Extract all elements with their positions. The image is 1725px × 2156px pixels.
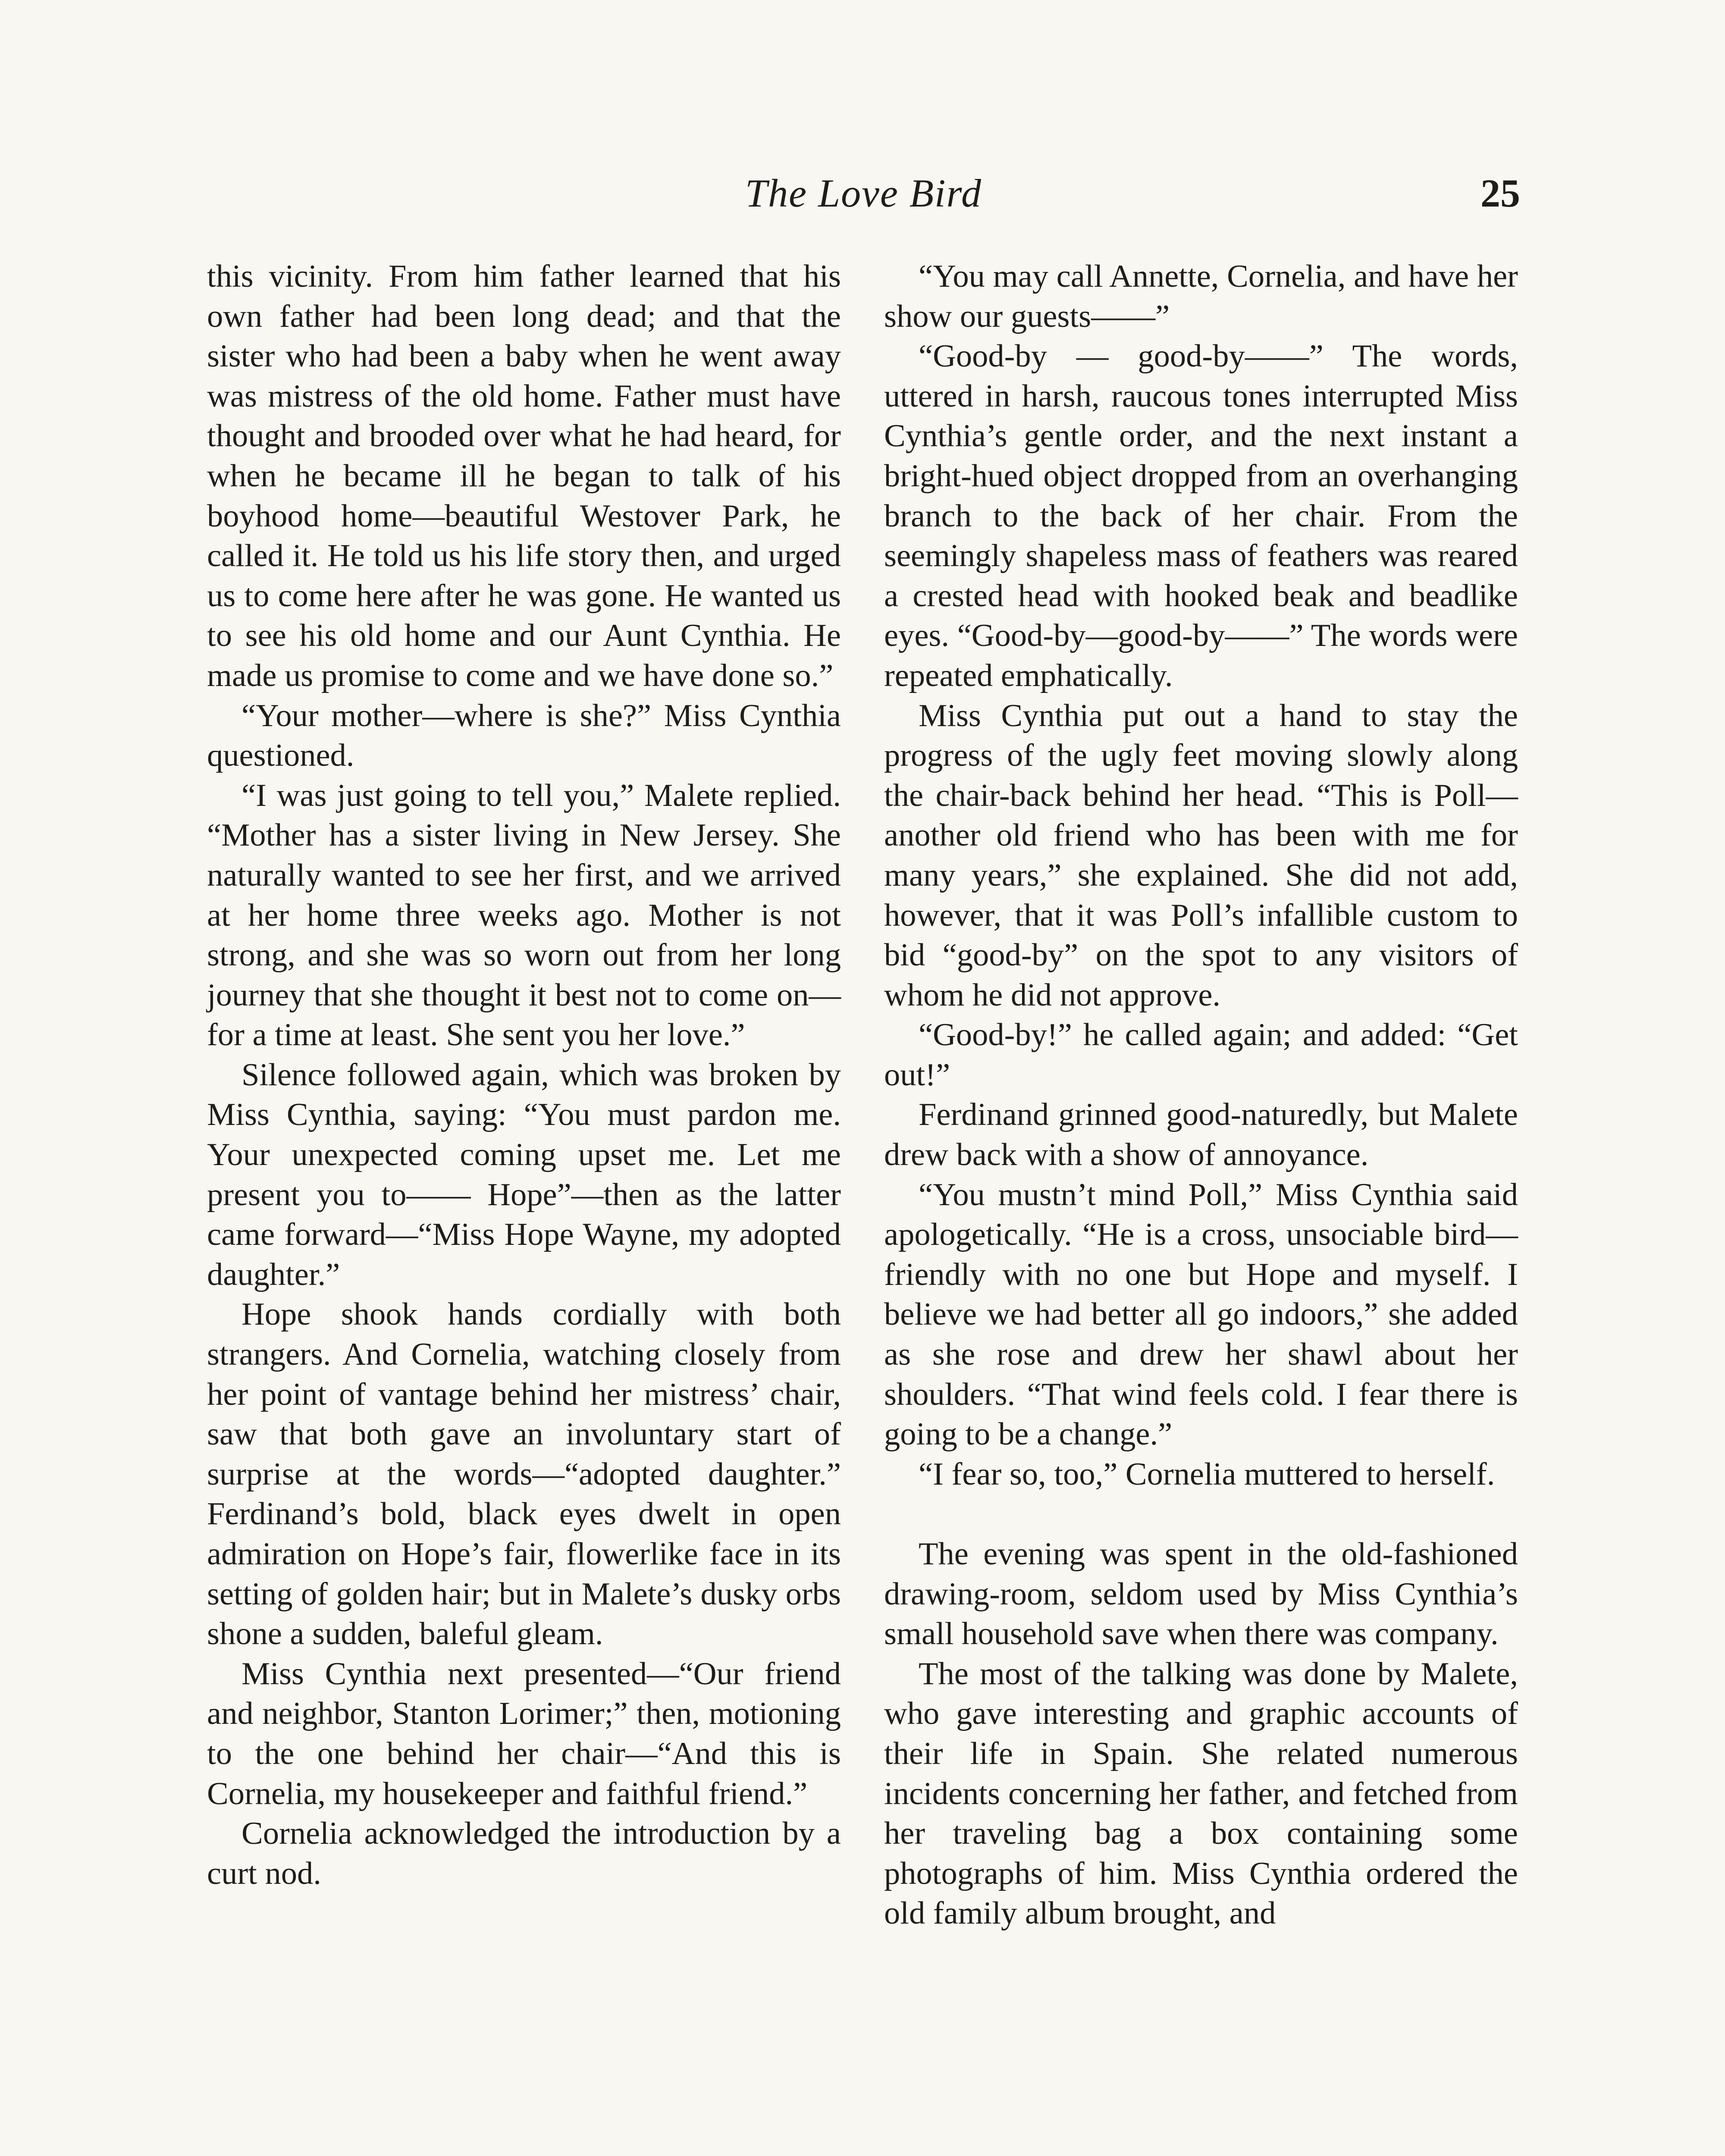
- running-title: The Love Bird: [745, 171, 982, 215]
- paragraph: Ferdinand grinned good-naturedly, but Malete drew back with a show of annoyance.: [884, 1097, 1518, 1173]
- paragraph: “You may call Annette, Cornelia, and have her show our guests——”: [884, 259, 1518, 334]
- right-column: [884, 257, 1518, 1934]
- running-header: [207, 170, 1520, 226]
- paragraph: The evening was spent in the old-fashioned drawing-room, seldom used by Miss Cynthia’s small household save when there was company.: [884, 1536, 1518, 1652]
- paragraph: The most of the talking was done by Malete, who gave interesting and graphic accounts of their life in Spain. She related numerous incidents concerning her father, and fetched from her traveling bag a box containing some photographs of him. Miss Cynthia ordered the old family album brought, and: [884, 1656, 1518, 1931]
- paragraph: this vicinity. From him father learned that his own father had been long dead; and that the sister who had been a baby when he went away was mistress of the old home. Father must have thought and brooded over what he had heard, for when he became ill he began to talk of his boyhood home—beautiful Westover Park, he called it. He told us his life story then, and urged us to come here after he was gone. He wanted us to see his old home and our Aunt Cynthia. He made us promise to come and we have done so.”: [207, 259, 841, 693]
- paragraph: Miss Cynthia put out a hand to stay the progress of the ugly feet moving slowly along the chair-back behind her head. “This is Poll—another old friend who has been with me for many years,” she explained. She did not add, however, that it was Poll’s infallible custom to bid “good-by” on the spot to any visitors of whom he did not approve.: [884, 698, 1518, 1013]
- paragraph: Silence followed again, which was broken by Miss Cynthia, saying: “You must pardon me. Your unexpected coming upset me. Let me present you to—— Hope”—then as the latter came forward—“Miss Hope Wayne, my adopted daughter.”: [207, 1057, 841, 1292]
- paragraph: “You mustn’t mind Poll,” Miss Cynthia said apologetically. “He is a cross, unsociable bird—friendly with no one but Hope and myself. I believe we had better all go indoors,” she added as she rose and drew her shawl about her shoulders. “That wind feels cold. I fear there is going to be a change.”: [884, 1177, 1518, 1452]
- paragraph: “Good-by!” he called again; and added: “Get out!”: [884, 1017, 1518, 1093]
- page-number: 25: [1480, 171, 1520, 215]
- paragraph: “Your mother—where is she?” Miss Cynthia questioned.: [207, 698, 841, 774]
- paragraph: “I fear so, too,” Cornelia muttered to herself.: [919, 1456, 1495, 1492]
- paragraph: Cornelia acknowledged the introduction by a curt nod.: [207, 1816, 841, 1891]
- paragraph: Miss Cynthia next presented—“Our friend and neighbor, Stanton Lorimer;” then, motioning to the one behind her chair—“And this is Cornelia, my housekeeper and faithful friend.”: [207, 1656, 841, 1811]
- left-column: [207, 257, 841, 1893]
- paragraph: Hope shook hands cordially with both strangers. And Cornelia, watching closely from her point of vantage behind her mistress’ chair, saw that both gave an involuntary start of surprise at the words—“adopted daughter.” Ferdinand’s bold, black eyes dwelt in open admiration on Hope’s fair, flowerlike face in its setting of golden hair; but in Malete’s dusky orbs shone a sudden, baleful gleam.: [207, 1297, 841, 1652]
- paragraph: “Good-by — good-by——” The words, uttered in harsh, raucous tones interrupted Miss Cynthia’s gentle order, and the next instant a bright-hued object dropped from an overhanging branch to the back of her chair. From the seemingly shapeless mass of feathers was reared a crested head with hooked beak and beadlike eyes. “Good-by—good-by——” The words were repeated emphatically.: [884, 338, 1518, 693]
- paragraph: “I was just going to tell you,” Malete replied. “Mother has a sister living in New Jersey. She naturally wanted to see her first, and we arrived at her home three weeks ago. Mother is not strong, and she was so worn out from her long journey that she thought it best not to come on—for a time at least. She sent you her love.”: [207, 777, 841, 1053]
